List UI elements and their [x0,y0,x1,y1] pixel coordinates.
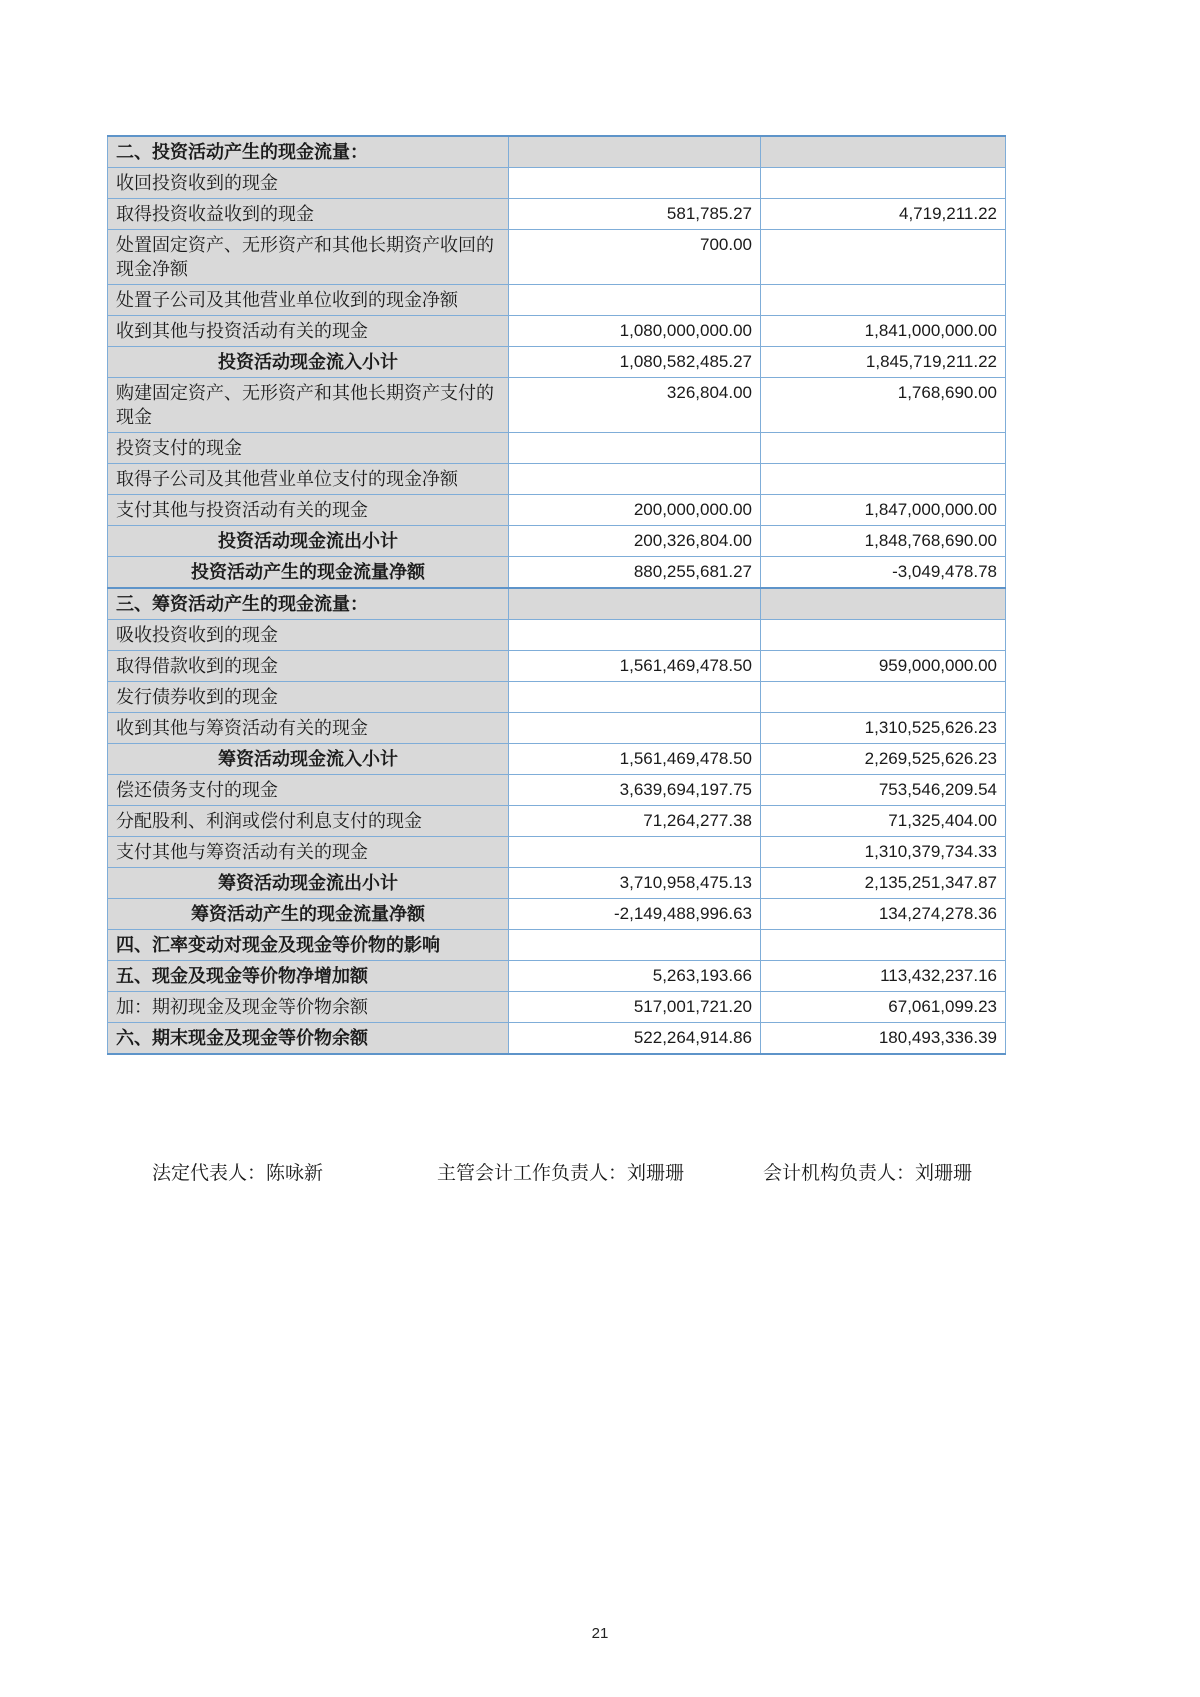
table-row [108,347,1006,378]
row-label: 收到其他与筹资活动有关的现金 [108,713,509,744]
row-label: 三、筹资活动产生的现金流量： [108,588,509,620]
amount-column-1 [509,837,761,868]
table-row [108,806,1006,837]
table-row [108,620,1006,651]
amount-column-1: 5,263,193.66 [509,961,761,992]
table-row [108,992,1006,1023]
amount-column-2 [761,168,1006,199]
row-label: 筹资活动现金流出小计 [108,868,509,899]
table-row [108,837,1006,868]
table-row [108,433,1006,464]
row-label: 购建固定资产、无形资产和其他长期资产支付的现金 [108,378,509,433]
row-label: 筹资活动产生的现金流量净额 [108,899,509,930]
amount-column-1 [509,620,761,651]
amount-column-1 [509,433,761,464]
amount-column-2: 1,847,000,000.00 [761,495,1006,526]
table-row [108,588,1006,620]
amount-column-1: 581,785.27 [509,199,761,230]
amount-column-1: 1,080,582,485.27 [509,347,761,378]
amount-column-1: 517,001,721.20 [509,992,761,1023]
row-label: 投资活动现金流入小计 [108,347,509,378]
signature-line [0,1158,1200,1190]
table-row [108,899,1006,930]
chief-accounting-officer-signature: 主管会计工作负责人：刘珊珊 [437,1163,685,1184]
cash-flow-table-body [108,136,1006,1054]
amount-column-2: 959,000,000.00 [761,651,1006,682]
table-row [108,378,1006,433]
amount-column-2 [761,136,1006,168]
table-row [108,316,1006,347]
row-label: 偿还债务支付的现金 [108,775,509,806]
table-row [108,651,1006,682]
row-label: 投资活动产生的现金流量净额 [108,557,509,589]
row-label: 四、汇率变动对现金及现金等价物的影响 [108,930,509,961]
amount-column-1 [509,136,761,168]
row-label: 支付其他与投资活动有关的现金 [108,495,509,526]
amount-column-1: 700.00 [509,230,761,285]
amount-column-1: 3,710,958,475.13 [509,868,761,899]
row-label: 发行债券收到的现金 [108,682,509,713]
table-row [108,285,1006,316]
amount-column-1: 880,255,681.27 [509,557,761,589]
amount-column-2 [761,285,1006,316]
row-label: 吸收投资收到的现金 [108,620,509,651]
table-row [108,961,1006,992]
amount-column-1 [509,930,761,961]
row-label: 收到其他与投资活动有关的现金 [108,316,509,347]
amount-column-2: 1,845,719,211.22 [761,347,1006,378]
row-label: 收回投资收到的现金 [108,168,509,199]
amount-column-1 [509,588,761,620]
table-row [108,713,1006,744]
table-row [108,230,1006,285]
amount-column-1: 200,326,804.00 [509,526,761,557]
row-label: 加：期初现金及现金等价物余额 [108,992,509,1023]
amount-column-2 [761,230,1006,285]
amount-column-2: 113,432,237.16 [761,961,1006,992]
amount-column-2 [761,930,1006,961]
legal-representative-signature: 法定代表人：陈咏新 [152,1163,324,1184]
amount-column-2: 71,325,404.00 [761,806,1006,837]
row-label: 二、投资活动产生的现金流量： [108,136,509,168]
row-label: 五、现金及现金等价物净增加额 [108,961,509,992]
amount-column-1: 71,264,277.38 [509,806,761,837]
accounting-department-head-signature: 会计机构负责人：刘珊珊 [763,1163,973,1184]
row-label: 筹资活动现金流入小计 [108,744,509,775]
row-label: 分配股利、利润或偿付利息支付的现金 [108,806,509,837]
amount-column-2: 2,269,525,626.23 [761,744,1006,775]
amount-column-2 [761,620,1006,651]
amount-column-2 [761,464,1006,495]
table-row [108,495,1006,526]
table-row [108,775,1006,806]
table-row [108,526,1006,557]
amount-column-2 [761,682,1006,713]
amount-column-2: 753,546,209.54 [761,775,1006,806]
amount-column-2: 180,493,336.39 [761,1023,1006,1055]
amount-column-2: -3,049,478.78 [761,557,1006,589]
amount-column-1: -2,149,488,996.63 [509,899,761,930]
amount-column-2: 67,061,099.23 [761,992,1006,1023]
amount-column-1 [509,464,761,495]
amount-column-1 [509,713,761,744]
row-label: 支付其他与筹资活动有关的现金 [108,837,509,868]
row-label: 处置固定资产、无形资产和其他长期资产收回的现金净额 [108,230,509,285]
amount-column-2: 1,310,525,626.23 [761,713,1006,744]
table-row [108,464,1006,495]
amount-column-1: 1,561,469,478.50 [509,744,761,775]
row-label: 取得子公司及其他营业单位支付的现金净额 [108,464,509,495]
amount-column-1 [509,682,761,713]
amount-column-2: 2,135,251,347.87 [761,868,1006,899]
row-label: 取得投资收益收到的现金 [108,199,509,230]
table-row [108,199,1006,230]
amount-column-1: 326,804.00 [509,378,761,433]
amount-column-1 [509,285,761,316]
row-label: 取得借款收到的现金 [108,651,509,682]
table-row [108,1023,1006,1055]
table-row [108,136,1006,168]
amount-column-2: 1,841,000,000.00 [761,316,1006,347]
amount-column-1 [509,168,761,199]
amount-column-2: 1,310,379,734.33 [761,837,1006,868]
amount-column-2: 1,848,768,690.00 [761,526,1006,557]
amount-column-1: 200,000,000.00 [509,495,761,526]
cash-flow-statement-table [107,135,1006,1055]
table-row [108,557,1006,589]
row-label: 处置子公司及其他营业单位收到的现金净额 [108,285,509,316]
table-row [108,168,1006,199]
amount-column-2: 1,768,690.00 [761,378,1006,433]
amount-column-2 [761,588,1006,620]
table-row [108,744,1006,775]
amount-column-2 [761,433,1006,464]
amount-column-1: 3,639,694,197.75 [509,775,761,806]
row-label: 投资活动现金流出小计 [108,526,509,557]
amount-column-2: 134,274,278.36 [761,899,1006,930]
table-row [108,868,1006,899]
table-row [108,930,1006,961]
row-label: 投资支付的现金 [108,433,509,464]
page-number: 21 [591,1625,609,1642]
amount-column-1: 522,264,914.86 [509,1023,761,1055]
amount-column-1: 1,080,000,000.00 [509,316,761,347]
row-label: 六、期末现金及现金等价物余额 [108,1023,509,1055]
table-row [108,682,1006,713]
amount-column-1: 1,561,469,478.50 [509,651,761,682]
amount-column-2: 4,719,211.22 [761,199,1006,230]
